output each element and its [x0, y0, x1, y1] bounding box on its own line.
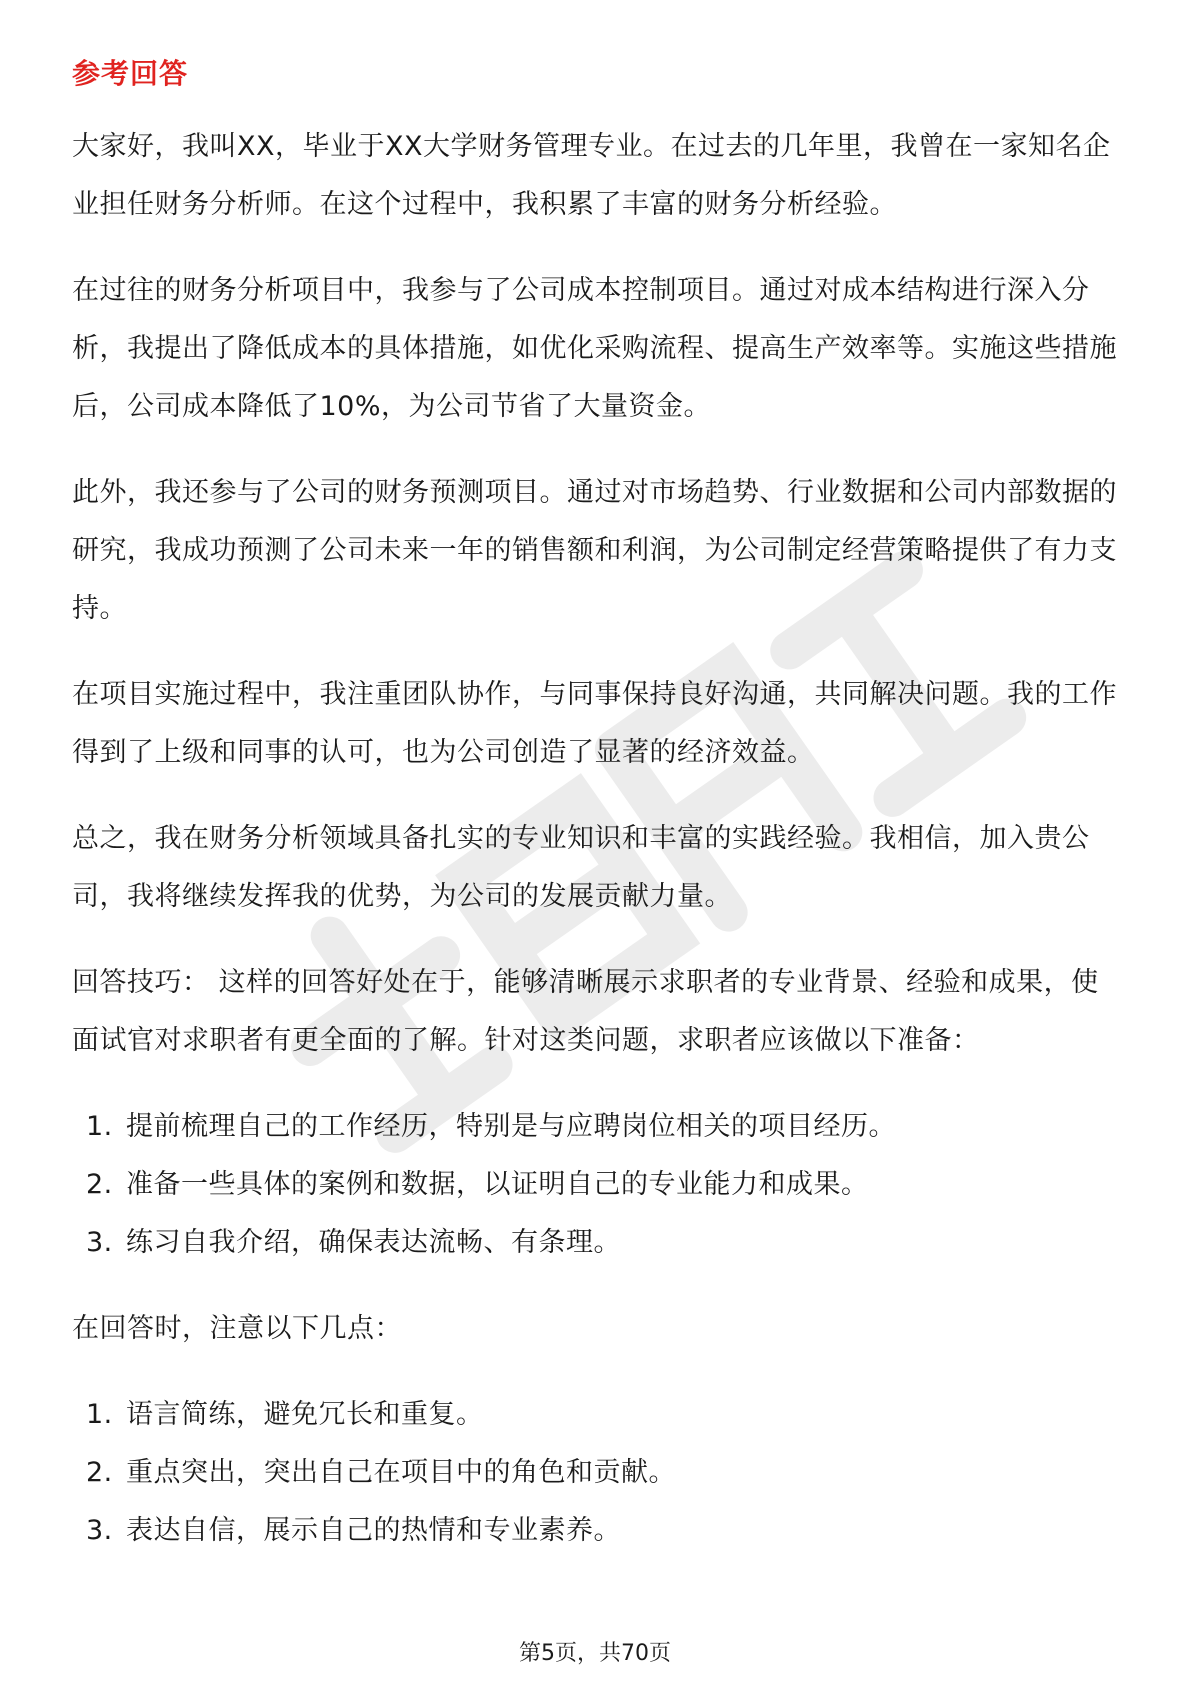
prep-list [72, 1098, 1120, 1272]
list-text: 练习自我介绍，确保表达流畅、有条理。 [126, 1227, 621, 1258]
list-number: 1. [86, 1111, 113, 1142]
list-text: 提前梳理自己的工作经历，特别是与应聘岗位相关的项目经历。 [126, 1111, 896, 1142]
paragraph-forecast: 此外，我还参与了公司的财务预测项目。通过对市场趋势、行业数据和公司内部数据的研究，我成功预测了公司未来一年的销售额和利润，为公司制定经营策略提供了有力支持。 [72, 477, 1117, 624]
document-body [72, 118, 1120, 1588]
list-number: 2. [86, 1169, 113, 1200]
list-text: 重点突出，突出自己在项目中的角色和贡献。 [126, 1457, 676, 1488]
list-number: 2. [86, 1457, 113, 1488]
paragraph-intro: 大家好，我叫XX，毕业于XX大学财务管理专业。在过去的几年里，我曾在一家知名企业担任财务分析师。在这个过程中，我积累了丰富的财务分析经验。 [72, 131, 1111, 220]
section-heading: 参考回答 [72, 57, 189, 90]
paragraph-teamwork: 在项目实施过程中，我注重团队协作，与同事保持良好沟通，共同解决问题。我的工作得到了上级和同事的认可，也为公司创造了显著的经济效益。 [72, 679, 1117, 768]
list-item [72, 1214, 1120, 1272]
list-item [72, 1386, 1120, 1444]
list-item [72, 1444, 1120, 1502]
list-number: 3. [86, 1515, 113, 1546]
page-number-footer: 第5页，共70页 [519, 1641, 671, 1666]
paragraph-tips: 回答技巧： 这样的回答好处在于，能够清晰展示求职者的专业背景、经验和成果，使面试官对求职者有更全面的了解。针对这类问题，求职者应该做以下准备： [72, 967, 1099, 1056]
list-item [72, 1156, 1120, 1214]
list-text: 表达自信，展示自己的热情和专业素养。 [126, 1515, 621, 1546]
paragraph-cost-control: 在过往的财务分析项目中，我参与了公司成本控制项目。通过对成本结构进行深入分析，我提出了降低成本的具体措施，如优化采购流程、提高生产效率等。实施这些措施后，公司成本降低了10%，为公司节省了大量资金。 [72, 275, 1117, 422]
paragraph-notes-intro: 在回答时，注意以下几点： [72, 1313, 402, 1344]
list-item [72, 1502, 1120, 1560]
list-number: 3. [86, 1227, 113, 1258]
paragraph-summary: 总之，我在财务分析领域具备扎实的专业知识和丰富的实践经验。我相信，加入贵公司，我将继续发挥我的优势，为公司的发展贡献力量。 [72, 823, 1090, 912]
list-text: 语言简练，避免冗长和重复。 [126, 1399, 484, 1430]
list-item [72, 1098, 1120, 1156]
notes-list [72, 1386, 1120, 1560]
list-text: 准备一些具体的案例和数据，以证明自己的专业能力和成果。 [126, 1169, 869, 1200]
list-number: 1. [86, 1399, 113, 1430]
